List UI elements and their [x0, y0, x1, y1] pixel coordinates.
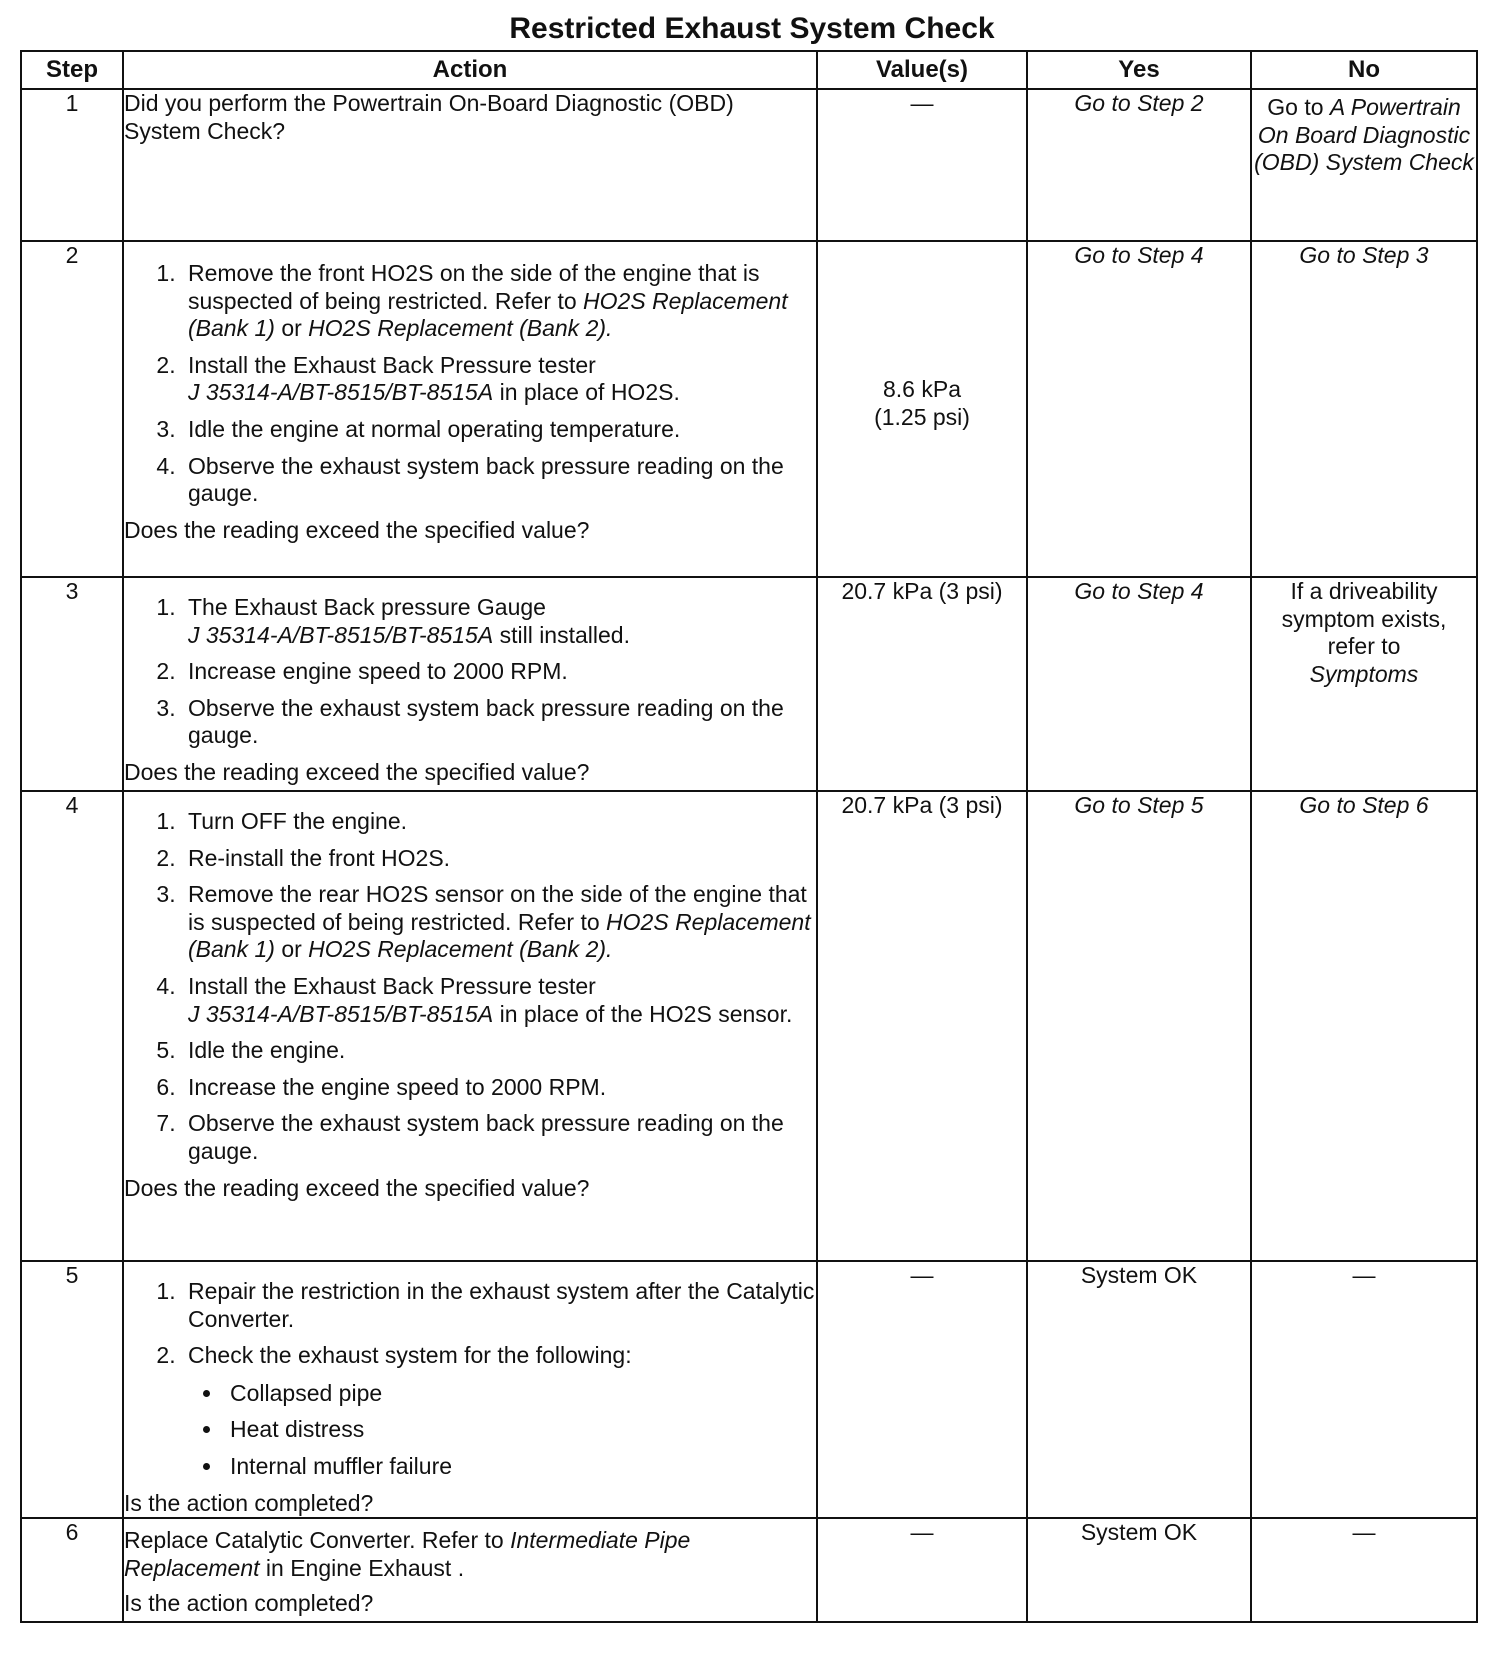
table-row — [21, 791, 1477, 1261]
yes-link[interactable]: Go to Step 4 — [1074, 578, 1204, 604]
table-header-row — [21, 51, 1477, 89]
list-item: • Collapsed pipe — [224, 1380, 816, 1408]
action-step: 3. Observe the exhaust system back pressure reading on the gauge. — [182, 695, 816, 750]
table-row — [21, 241, 1477, 577]
step-number: 5 — [21, 1261, 123, 1518]
header-action: Action — [123, 51, 817, 89]
action-cell — [123, 89, 817, 241]
value-cell: — — [817, 1518, 1027, 1622]
action-steps — [124, 594, 816, 750]
action-step: 6. Increase the engine speed to 2000 RPM. — [182, 1074, 816, 1102]
reference-link[interactable]: HO2S Replacement (Bank 1) — [188, 287, 788, 342]
action-question: Does the reading exceed the specified value? — [124, 1174, 590, 1201]
diagnostic-table — [20, 50, 1478, 1623]
tool-number: J 35314-A/BT-8515/BT-8515A — [188, 621, 494, 648]
action-step: 2. Increase engine speed to 2000 RPM. — [182, 658, 816, 686]
yes-cell: System OK — [1027, 1518, 1251, 1622]
table-row — [21, 577, 1477, 791]
value-cell: — — [817, 1261, 1027, 1518]
table-row — [21, 1518, 1477, 1622]
yes-cell — [1027, 791, 1251, 1261]
action-step: 1. Turn OFF the engine. — [182, 808, 816, 836]
no-text: If a driveability symptom exists, refer to — [1281, 578, 1447, 660]
header-values: Value(s) — [817, 51, 1027, 89]
action-question: Does the reading exceed the specified value? — [124, 758, 590, 785]
action-step: 3. Remove the rear HO2S sensor on the side of the engine that is suspected of being restricted. Refer to HO2S Replacement (Bank 1) or HO2S Replacement (Bank 2). — [182, 881, 816, 964]
list-item: • Heat distress — [224, 1416, 816, 1444]
no-link[interactable]: Go to Step 6 — [1299, 792, 1429, 818]
reference-link[interactable]: HO2S Replacement (Bank 2). — [308, 936, 613, 963]
no-cell: — — [1251, 1518, 1477, 1622]
value-cell: 20.7 kPa (3 psi) — [817, 791, 1027, 1261]
value-cell: 20.7 kPa (3 psi) — [817, 577, 1027, 791]
reference-link[interactable]: HO2S Replacement (Bank 1) — [188, 908, 811, 963]
no-cell — [1251, 791, 1477, 1261]
no-link[interactable]: Go to Step 3 — [1299, 242, 1429, 268]
bullet-list — [188, 1380, 816, 1481]
action-step: 5. Idle the engine. — [182, 1037, 816, 1065]
reference-link[interactable]: HO2S Replacement (Bank 2). — [308, 315, 613, 342]
action-cell — [123, 241, 817, 577]
action-question: Did you perform the Powertrain On-Board Diagnostic (OBD) System Check? — [124, 90, 734, 144]
yes-cell — [1027, 577, 1251, 791]
action-cell: Replace Catalytic Converter. Refer to Intermediate Pipe Replacement in Engine Exhaust . Is the action completed? — [123, 1518, 817, 1622]
action-step: 7. Observe the exhaust system back pressure reading on the gauge. — [182, 1110, 816, 1165]
action-steps — [124, 808, 816, 1166]
action-step: 1. Remove the front HO2S on the side of the engine that is suspected of being restricted. Refer to HO2S Replacement (Bank 1) or HO2S Replacement (Bank 2). — [182, 260, 816, 343]
action-question: Does the reading exceed the specified value? — [124, 516, 590, 543]
action-step: 4. Observe the exhaust system back pressure reading on the gauge. — [182, 453, 816, 508]
action-step: 2. Check the exhaust system for the following: • Collapsed pipe • Heat distress • Internal muffler failure — [182, 1342, 816, 1480]
yes-link[interactable]: Go to Step 4 — [1074, 242, 1204, 268]
value-cell: 8.6 kPa (1.25 psi) — [817, 241, 1027, 577]
step-number: 2 — [21, 241, 123, 577]
action-cell — [123, 577, 817, 791]
action-cell — [123, 1261, 817, 1518]
action-step: 1. The Exhaust Back pressure Gauge J 35314-A/BT-8515/BT-8515A still installed. — [182, 594, 816, 649]
step-number: 4 — [21, 791, 123, 1261]
yes-link[interactable]: Go to Step 2 — [1074, 90, 1204, 116]
reference-link[interactable]: Intermediate Pipe Replacement — [124, 1527, 691, 1581]
action-step: 2. Re-install the front HO2S. — [182, 845, 816, 873]
step-number: 1 — [21, 89, 123, 241]
yes-cell: System OK — [1027, 1261, 1251, 1518]
action-step: 1. Repair the restriction in the exhaust system after the Catalytic Converter. — [182, 1278, 816, 1333]
action-question: Is the action completed? — [124, 1590, 374, 1617]
page-title: Restricted Exhaust System Check — [509, 12, 995, 45]
action-step: 4. Install the Exhaust Back Pressure tester J 35314-A/BT-8515/BT-8515A in place of the HO2S sensor. — [182, 973, 816, 1028]
no-cell — [1251, 89, 1477, 241]
step-number: 3 — [21, 577, 123, 791]
header-no: No — [1251, 51, 1477, 89]
tool-number: J 35314-A/BT-8515/BT-8515A — [188, 379, 494, 406]
header-step: Step — [21, 51, 123, 89]
no-prefix: Go to — [1267, 94, 1324, 120]
value-cell: — — [817, 89, 1027, 241]
no-cell — [1251, 577, 1477, 791]
header-yes: Yes — [1027, 51, 1251, 89]
action-step: 3. Idle the engine at normal operating temperature. — [182, 416, 816, 444]
no-cell: — — [1251, 1261, 1477, 1518]
yes-cell — [1027, 241, 1251, 577]
action-cell — [123, 791, 817, 1261]
no-link[interactable]: A Powertrain On Board Diagnostic (OBD) System Check — [1254, 94, 1474, 176]
no-cell — [1251, 241, 1477, 577]
tool-number: J 35314-A/BT-8515/BT-8515A — [188, 1000, 494, 1027]
yes-link[interactable]: Go to Step 5 — [1074, 792, 1204, 818]
action-step: 2. Install the Exhaust Back Pressure tester J 35314-A/BT-8515/BT-8515A in place of HO2S. — [182, 352, 816, 407]
no-link[interactable]: Symptoms — [1309, 660, 1419, 687]
step-number: 6 — [21, 1518, 123, 1622]
table-row — [21, 89, 1477, 241]
action-steps — [124, 1278, 816, 1481]
table-row — [21, 1261, 1477, 1518]
list-item: • Internal muffler failure — [224, 1453, 816, 1481]
action-question: Is the action completed? — [124, 1489, 374, 1516]
yes-cell — [1027, 89, 1251, 241]
action-steps — [124, 260, 816, 508]
